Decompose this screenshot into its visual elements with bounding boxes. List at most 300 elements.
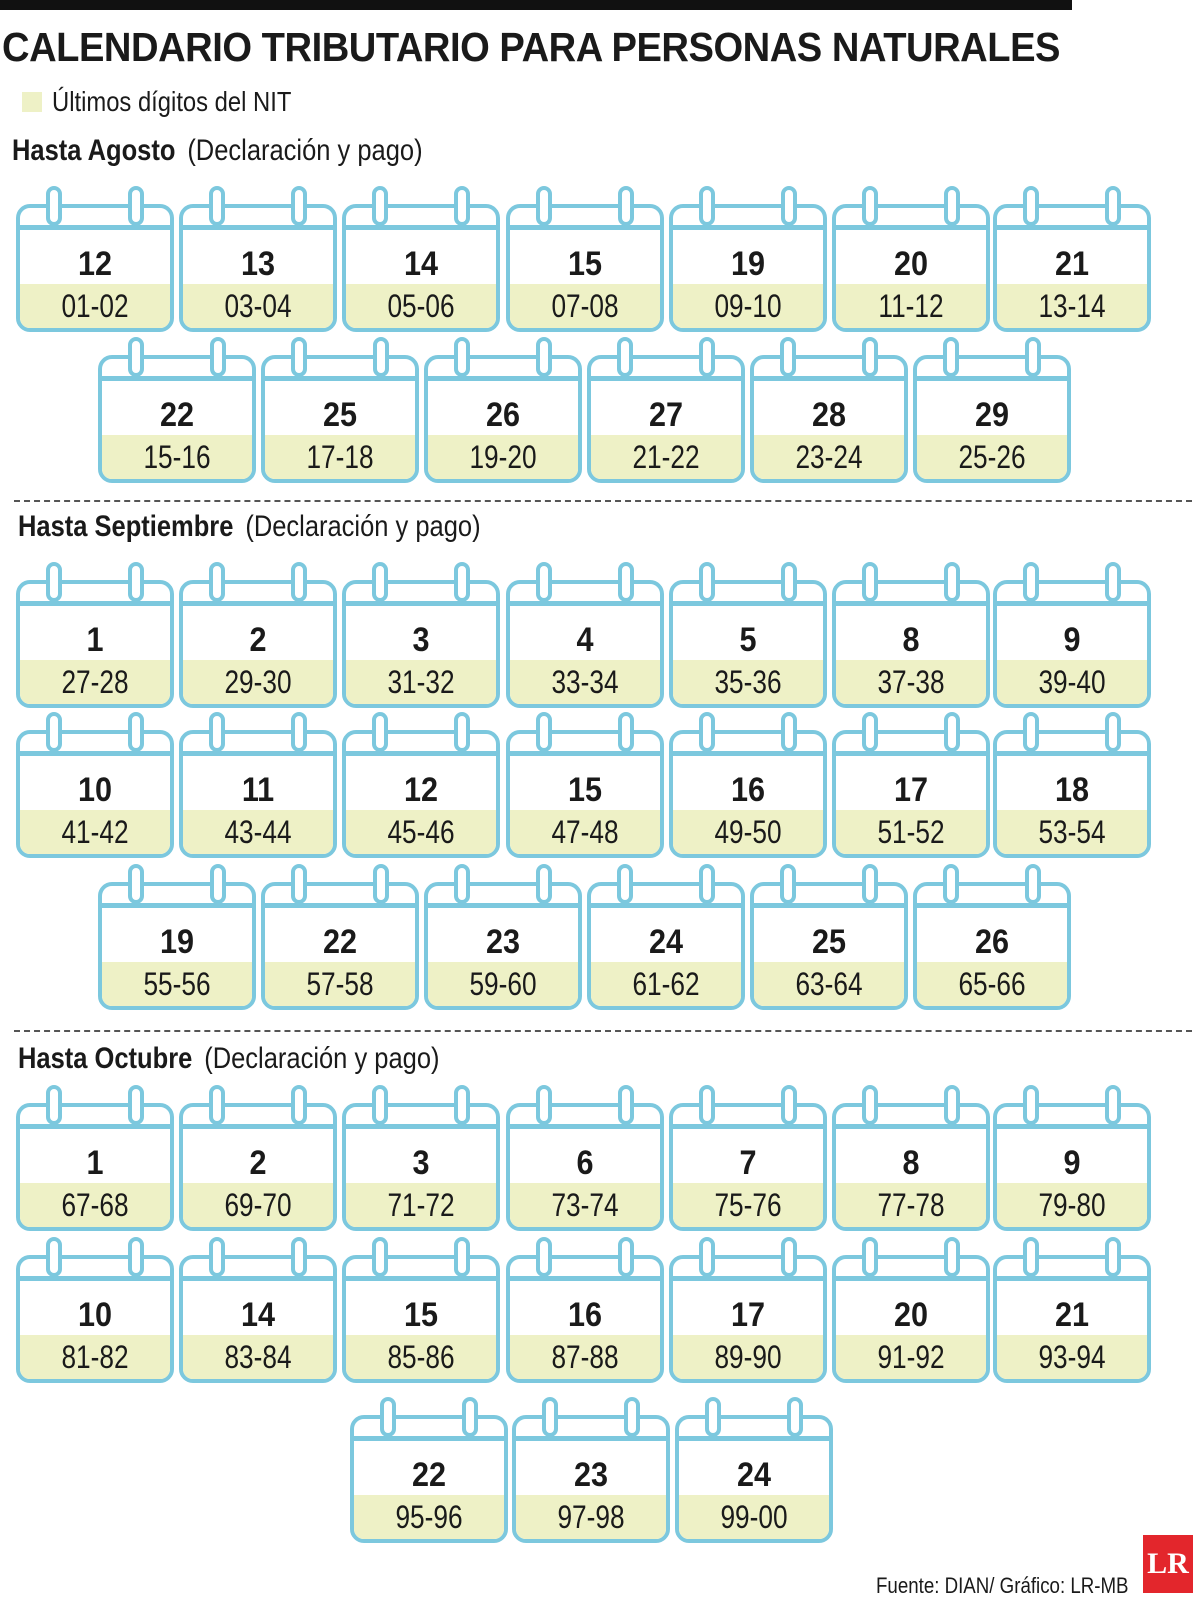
calendar-card bbox=[993, 186, 1151, 332]
calendar-card bbox=[832, 1085, 990, 1231]
section-divider bbox=[14, 1030, 1192, 1032]
calendar-card bbox=[587, 337, 745, 483]
due-day: 18 bbox=[1054, 771, 1090, 809]
calendar-header-band bbox=[917, 903, 1067, 908]
calendar-header-band bbox=[591, 376, 741, 381]
due-day: 20 bbox=[893, 1296, 929, 1334]
calendar-header-band bbox=[346, 601, 496, 606]
due-day: 22 bbox=[159, 396, 195, 434]
calendar-ring-icon bbox=[128, 186, 144, 226]
calendar-header-band bbox=[673, 1124, 823, 1129]
nit-digits: 27-28 bbox=[61, 664, 129, 700]
due-day: 24 bbox=[648, 923, 684, 961]
calendar-header-band bbox=[591, 903, 741, 908]
calendar-card bbox=[179, 562, 337, 708]
calendar-ring-icon bbox=[372, 562, 388, 602]
section-title-agosto bbox=[12, 134, 423, 168]
calendar-header-band bbox=[997, 1276, 1147, 1281]
due-day: 26 bbox=[485, 396, 521, 434]
calendar-ring-icon bbox=[454, 562, 470, 602]
due-day: 12 bbox=[77, 245, 113, 283]
nit-digits: 85-86 bbox=[387, 1339, 455, 1375]
calendar-card bbox=[16, 186, 174, 332]
calendar-card bbox=[750, 864, 908, 1010]
due-day: 10 bbox=[77, 771, 113, 809]
nit-digits: 87-88 bbox=[551, 1339, 619, 1375]
calendar-ring-icon bbox=[209, 562, 225, 602]
calendar-ring-icon bbox=[699, 186, 715, 226]
calendar-ring-icon bbox=[291, 186, 307, 226]
nit-digits: 61-62 bbox=[632, 966, 700, 1002]
calendar-ring-icon bbox=[536, 1085, 552, 1125]
calendar-ring-icon bbox=[291, 864, 307, 904]
calendar-ring-icon bbox=[699, 1085, 715, 1125]
calendar-ring-icon bbox=[862, 864, 878, 904]
due-day: 20 bbox=[893, 245, 929, 283]
due-day: 23 bbox=[485, 923, 521, 961]
calendar-ring-icon bbox=[617, 864, 633, 904]
calendar-header-band bbox=[673, 751, 823, 756]
calendar-card bbox=[669, 562, 827, 708]
calendar-ring-icon bbox=[1023, 1085, 1039, 1125]
calendar-header-band bbox=[510, 225, 660, 230]
section-subtitle: (Declaración y pago) bbox=[204, 1042, 440, 1075]
calendar-card bbox=[993, 562, 1151, 708]
due-day: 8 bbox=[902, 621, 920, 659]
calendar-ring-icon bbox=[128, 712, 144, 752]
calendar-ring-icon bbox=[128, 1237, 144, 1277]
nit-digits: 39-40 bbox=[1038, 664, 1106, 700]
nit-digits: 03-04 bbox=[224, 288, 292, 324]
calendar-ring-icon bbox=[291, 712, 307, 752]
calendar-ring-icon bbox=[1025, 864, 1041, 904]
due-day: 17 bbox=[730, 1296, 766, 1334]
calendar-ring-icon bbox=[1023, 562, 1039, 602]
nit-digits: 63-64 bbox=[795, 966, 863, 1002]
calendar-ring-icon bbox=[536, 562, 552, 602]
calendar-ring-icon bbox=[128, 562, 144, 602]
nit-digits: 59-60 bbox=[469, 966, 537, 1002]
calendar-header-band bbox=[836, 225, 986, 230]
due-day: 23 bbox=[573, 1456, 609, 1494]
calendar-ring-icon bbox=[46, 712, 62, 752]
nit-digits: 73-74 bbox=[551, 1187, 619, 1223]
calendar-ring-icon bbox=[373, 864, 389, 904]
calendar-ring-icon bbox=[618, 1085, 634, 1125]
calendar-card bbox=[512, 1397, 670, 1543]
calendar-header-band bbox=[836, 751, 986, 756]
calendar-ring-icon bbox=[862, 337, 878, 377]
nit-digits: 25-26 bbox=[958, 439, 1026, 475]
calendar-ring-icon bbox=[780, 864, 796, 904]
due-day: 22 bbox=[411, 1456, 447, 1494]
calendar-ring-icon bbox=[862, 1085, 878, 1125]
nit-digits: 23-24 bbox=[795, 439, 863, 475]
calendar-header-band bbox=[997, 1124, 1147, 1129]
legend-swatch bbox=[22, 92, 42, 112]
calendar-card bbox=[993, 1237, 1151, 1383]
nit-digits: 57-58 bbox=[306, 966, 374, 1002]
nit-digits: 65-66 bbox=[958, 966, 1026, 1002]
due-day: 22 bbox=[322, 923, 358, 961]
calendar-card bbox=[993, 712, 1151, 858]
legend bbox=[22, 86, 334, 118]
calendar-header-band bbox=[673, 1276, 823, 1281]
calendar-card bbox=[506, 1085, 664, 1231]
calendar-ring-icon bbox=[209, 1237, 225, 1277]
lr-logo: LR bbox=[1143, 1535, 1193, 1593]
calendar-ring-icon bbox=[46, 1085, 62, 1125]
calendar-ring-icon bbox=[944, 712, 960, 752]
nit-digits: 05-06 bbox=[387, 288, 455, 324]
calendar-ring-icon bbox=[781, 562, 797, 602]
calendar-card bbox=[506, 562, 664, 708]
calendar-header-band bbox=[346, 751, 496, 756]
calendar-card bbox=[669, 1237, 827, 1383]
nit-digits: 17-18 bbox=[306, 439, 374, 475]
nit-digits: 01-02 bbox=[61, 288, 129, 324]
calendar-ring-icon bbox=[699, 1237, 715, 1277]
due-day: 25 bbox=[322, 396, 358, 434]
calendar-card bbox=[179, 712, 337, 858]
calendar-ring-icon bbox=[781, 1237, 797, 1277]
calendar-card bbox=[179, 186, 337, 332]
calendar-card bbox=[587, 864, 745, 1010]
due-day: 2 bbox=[249, 1144, 267, 1182]
due-day: 17 bbox=[893, 771, 929, 809]
legend-label: Últimos dígitos del NIT bbox=[52, 86, 292, 117]
due-day: 14 bbox=[403, 245, 439, 283]
nit-digits: 99-00 bbox=[720, 1499, 788, 1535]
due-day: 19 bbox=[159, 923, 195, 961]
due-day: 21 bbox=[1054, 245, 1090, 283]
calendar-card bbox=[179, 1085, 337, 1231]
due-day: 12 bbox=[403, 771, 439, 809]
calendar-ring-icon bbox=[536, 1237, 552, 1277]
calendar-header-band bbox=[516, 1436, 666, 1441]
calendar-card bbox=[342, 1085, 500, 1231]
nit-digits: 49-50 bbox=[714, 814, 782, 850]
calendar-card bbox=[675, 1397, 833, 1543]
calendar-card bbox=[506, 1237, 664, 1383]
calendar-header-band bbox=[679, 1436, 829, 1441]
due-day: 6 bbox=[576, 1144, 594, 1182]
nit-digits: 43-44 bbox=[224, 814, 292, 850]
calendar-card bbox=[16, 562, 174, 708]
nit-digits: 41-42 bbox=[61, 814, 129, 850]
nit-digits: 55-56 bbox=[143, 966, 211, 1002]
page-title: CALENDARIO TRIBUTARIO PARA PERSONAS NATURALES bbox=[2, 24, 1061, 70]
calendar-ring-icon bbox=[210, 864, 226, 904]
calendar-ring-icon bbox=[46, 186, 62, 226]
calendar-ring-icon bbox=[781, 712, 797, 752]
nit-digits: 13-14 bbox=[1038, 288, 1106, 324]
due-day: 2 bbox=[249, 621, 267, 659]
nit-digits: 31-32 bbox=[387, 664, 455, 700]
calendar-ring-icon bbox=[1105, 712, 1121, 752]
calendar-card bbox=[342, 186, 500, 332]
calendar-ring-icon bbox=[781, 1085, 797, 1125]
due-day: 16 bbox=[567, 1296, 603, 1334]
nit-digits: 91-92 bbox=[877, 1339, 945, 1375]
calendar-ring-icon bbox=[210, 337, 226, 377]
nit-digits: 35-36 bbox=[714, 664, 782, 700]
due-day: 3 bbox=[412, 1144, 430, 1182]
calendar-header-band bbox=[265, 376, 415, 381]
calendar-card bbox=[424, 864, 582, 1010]
calendar-ring-icon bbox=[291, 1085, 307, 1125]
calendar-card bbox=[993, 1085, 1151, 1231]
due-day: 29 bbox=[974, 396, 1010, 434]
calendar-ring-icon bbox=[624, 1397, 640, 1437]
calendar-ring-icon bbox=[618, 712, 634, 752]
calendar-ring-icon bbox=[1105, 562, 1121, 602]
calendar-card bbox=[261, 337, 419, 483]
calendar-card bbox=[424, 337, 582, 483]
nit-digits: 45-46 bbox=[387, 814, 455, 850]
calendar-ring-icon bbox=[618, 1237, 634, 1277]
calendar-ring-icon bbox=[780, 337, 796, 377]
calendar-header-band bbox=[428, 903, 578, 908]
calendar-card bbox=[832, 1237, 990, 1383]
calendar-ring-icon bbox=[618, 186, 634, 226]
calendar-card bbox=[832, 562, 990, 708]
nit-digits: 83-84 bbox=[224, 1339, 292, 1375]
due-day: 28 bbox=[811, 396, 847, 434]
due-day: 11 bbox=[241, 771, 275, 809]
calendar-ring-icon bbox=[1023, 186, 1039, 226]
calendar-ring-icon bbox=[536, 712, 552, 752]
calendar-ring-icon bbox=[536, 337, 552, 377]
calendar-header-band bbox=[510, 1276, 660, 1281]
calendar-ring-icon bbox=[705, 1397, 721, 1437]
calendar-header-band bbox=[102, 376, 252, 381]
calendar-ring-icon bbox=[454, 186, 470, 226]
due-day: 13 bbox=[240, 245, 276, 283]
calendar-header-band bbox=[20, 751, 170, 756]
calendar-ring-icon bbox=[862, 562, 878, 602]
calendar-ring-icon bbox=[944, 1237, 960, 1277]
calendar-header-band bbox=[997, 751, 1147, 756]
calendar-header-band bbox=[673, 601, 823, 606]
calendar-header-band bbox=[102, 903, 252, 908]
section-title-septiembre bbox=[18, 510, 481, 544]
nit-digits: 11-12 bbox=[878, 288, 944, 324]
calendar-ring-icon bbox=[943, 864, 959, 904]
nit-digits: 47-48 bbox=[551, 814, 619, 850]
section-heading: Hasta Octubre bbox=[18, 1042, 193, 1075]
calendar-header-band bbox=[836, 1276, 986, 1281]
due-day: 5 bbox=[739, 621, 757, 659]
calendar-ring-icon bbox=[454, 864, 470, 904]
calendar-card bbox=[669, 186, 827, 332]
calendar-header-band bbox=[346, 1124, 496, 1129]
calendar-ring-icon bbox=[944, 1085, 960, 1125]
calendar-header-band bbox=[183, 601, 333, 606]
section-divider bbox=[14, 500, 1192, 502]
calendar-ring-icon bbox=[699, 337, 715, 377]
calendar-ring-icon bbox=[618, 562, 634, 602]
nit-digits: 37-38 bbox=[877, 664, 945, 700]
calendar-header-band bbox=[354, 1436, 504, 1441]
calendar-ring-icon bbox=[209, 712, 225, 752]
calendar-card bbox=[98, 337, 256, 483]
calendar-ring-icon bbox=[617, 337, 633, 377]
calendar-ring-icon bbox=[291, 1237, 307, 1277]
nit-digits: 89-90 bbox=[714, 1339, 782, 1375]
nit-digits: 93-94 bbox=[1038, 1339, 1106, 1375]
calendar-ring-icon bbox=[699, 712, 715, 752]
calendar-ring-icon bbox=[944, 562, 960, 602]
nit-digits: 07-08 bbox=[551, 288, 619, 324]
due-day: 15 bbox=[567, 771, 603, 809]
calendar-ring-icon bbox=[372, 712, 388, 752]
due-day: 15 bbox=[403, 1296, 439, 1334]
nit-digits: 71-72 bbox=[387, 1187, 455, 1223]
nit-digits: 15-16 bbox=[143, 439, 211, 475]
calendar-header-band bbox=[836, 601, 986, 606]
due-day: 9 bbox=[1063, 1144, 1081, 1182]
calendar-ring-icon bbox=[128, 337, 144, 377]
calendar-header-band bbox=[20, 225, 170, 230]
calendar-card bbox=[16, 712, 174, 858]
calendar-card bbox=[669, 712, 827, 858]
calendar-card bbox=[832, 712, 990, 858]
due-day: 10 bbox=[77, 1296, 113, 1334]
calendar-ring-icon bbox=[454, 712, 470, 752]
nit-digits: 77-78 bbox=[877, 1187, 945, 1223]
calendar-ring-icon bbox=[209, 186, 225, 226]
top-rule bbox=[0, 0, 1072, 10]
calendar-ring-icon bbox=[944, 186, 960, 226]
calendar-ring-icon bbox=[1023, 1237, 1039, 1277]
calendar-ring-icon bbox=[862, 712, 878, 752]
calendar-ring-icon bbox=[372, 1085, 388, 1125]
calendar-card bbox=[342, 562, 500, 708]
calendar-header-band bbox=[754, 903, 904, 908]
calendar-header-band bbox=[917, 376, 1067, 381]
nit-digits: 75-76 bbox=[714, 1187, 782, 1223]
calendar-ring-icon bbox=[943, 337, 959, 377]
calendar-header-band bbox=[754, 376, 904, 381]
calendar-ring-icon bbox=[1105, 186, 1121, 226]
nit-digits: 97-98 bbox=[557, 1499, 625, 1535]
calendar-ring-icon bbox=[787, 1397, 803, 1437]
calendar-ring-icon bbox=[542, 1397, 558, 1437]
calendar-card bbox=[506, 712, 664, 858]
calendar-ring-icon bbox=[372, 186, 388, 226]
calendar-header-band bbox=[346, 1276, 496, 1281]
calendar-header-band bbox=[510, 1124, 660, 1129]
calendar-ring-icon bbox=[46, 1237, 62, 1277]
due-day: 7 bbox=[739, 1144, 757, 1182]
due-day: 8 bbox=[902, 1144, 920, 1182]
calendar-header-band bbox=[346, 225, 496, 230]
calendar-card bbox=[16, 1237, 174, 1383]
calendar-ring-icon bbox=[454, 1237, 470, 1277]
due-day: 3 bbox=[412, 621, 430, 659]
calendar-card bbox=[16, 1085, 174, 1231]
calendar-header-band bbox=[510, 751, 660, 756]
nit-digits: 29-30 bbox=[224, 664, 292, 700]
section-title-octubre bbox=[18, 1042, 439, 1076]
calendar-header-band bbox=[428, 376, 578, 381]
calendar-ring-icon bbox=[862, 186, 878, 226]
calendar-card bbox=[98, 864, 256, 1010]
calendar-header-band bbox=[183, 751, 333, 756]
calendar-header-band bbox=[183, 1276, 333, 1281]
nit-digits: 33-34 bbox=[551, 664, 619, 700]
calendar-header-band bbox=[183, 225, 333, 230]
calendar-ring-icon bbox=[291, 337, 307, 377]
calendar-ring-icon bbox=[46, 562, 62, 602]
calendar-header-band bbox=[20, 1124, 170, 1129]
nit-digits: 09-10 bbox=[714, 288, 782, 324]
calendar-ring-icon bbox=[454, 337, 470, 377]
calendar-header-band bbox=[265, 903, 415, 908]
nit-digits: 79-80 bbox=[1038, 1187, 1106, 1223]
calendar-ring-icon bbox=[1105, 1237, 1121, 1277]
due-day: 27 bbox=[648, 396, 684, 434]
calendar-ring-icon bbox=[209, 1085, 225, 1125]
calendar-ring-icon bbox=[291, 562, 307, 602]
due-day: 14 bbox=[240, 1296, 276, 1334]
calendar-card bbox=[261, 864, 419, 1010]
calendar-ring-icon bbox=[372, 1237, 388, 1277]
section-subtitle: (Declaración y pago) bbox=[245, 510, 481, 543]
calendar-ring-icon bbox=[536, 864, 552, 904]
section-subtitle: (Declaración y pago) bbox=[187, 134, 423, 167]
calendar-ring-icon bbox=[462, 1397, 478, 1437]
calendar-ring-icon bbox=[699, 864, 715, 904]
calendar-ring-icon bbox=[128, 1085, 144, 1125]
calendar-ring-icon bbox=[1023, 712, 1039, 752]
due-day: 4 bbox=[576, 621, 594, 659]
calendar-ring-icon bbox=[128, 864, 144, 904]
calendar-ring-icon bbox=[1025, 337, 1041, 377]
calendar-header-band bbox=[673, 225, 823, 230]
nit-digits: 53-54 bbox=[1038, 814, 1106, 850]
due-day: 25 bbox=[811, 923, 847, 961]
due-day: 16 bbox=[730, 771, 766, 809]
due-day: 1 bbox=[86, 1144, 104, 1182]
due-day: 9 bbox=[1063, 621, 1081, 659]
calendar-header-band bbox=[20, 601, 170, 606]
due-day: 19 bbox=[730, 245, 766, 283]
calendar-card bbox=[506, 186, 664, 332]
calendar-ring-icon bbox=[454, 1085, 470, 1125]
calendar-card bbox=[342, 1237, 500, 1383]
calendar-ring-icon bbox=[373, 337, 389, 377]
calendar-card bbox=[179, 1237, 337, 1383]
calendar-card bbox=[342, 712, 500, 858]
calendar-header-band bbox=[510, 601, 660, 606]
due-day: 26 bbox=[974, 923, 1010, 961]
calendar-header-band bbox=[836, 1124, 986, 1129]
calendar-ring-icon bbox=[536, 186, 552, 226]
source-note: Fuente: DIAN/ Gráfico: LR-MB bbox=[876, 1573, 1129, 1598]
section-heading: Hasta Septiembre bbox=[18, 510, 234, 543]
calendar-header-band bbox=[997, 225, 1147, 230]
calendar-ring-icon bbox=[699, 562, 715, 602]
calendar-card bbox=[832, 186, 990, 332]
nit-digits: 69-70 bbox=[224, 1187, 292, 1223]
calendar-card bbox=[913, 337, 1071, 483]
calendar-ring-icon bbox=[1105, 1085, 1121, 1125]
nit-digits: 19-20 bbox=[469, 439, 537, 475]
section-heading: Hasta Agosto bbox=[12, 134, 176, 167]
calendar-ring-icon bbox=[862, 1237, 878, 1277]
